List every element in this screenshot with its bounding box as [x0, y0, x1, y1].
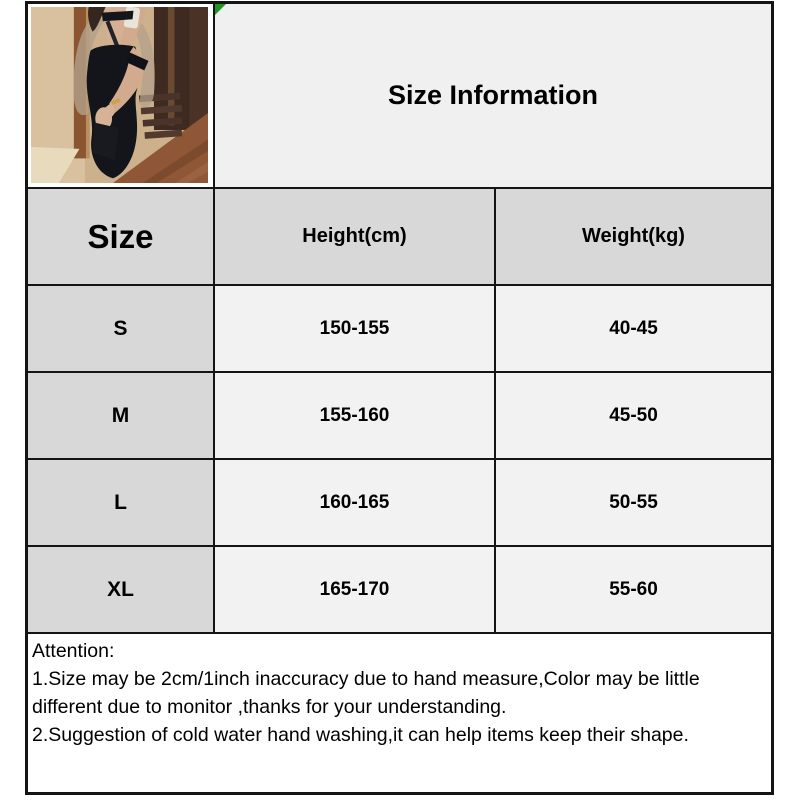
row-m-height: 155-160 — [215, 373, 496, 460]
attention-label: Attention: — [32, 640, 115, 662]
page-title: Size Information — [387, 80, 598, 110]
row-l-size: L — [28, 460, 215, 547]
row-m-weight: 45-50 — [496, 373, 771, 460]
green-corner-flag-icon — [215, 4, 226, 15]
row-s-weight: 40-45 — [496, 286, 771, 373]
attention-section — [28, 634, 771, 792]
attention-note-1: 1.Size may be 2cm/1inch inaccuracy due to hand measure,Color may be little different due to monitor ,thanks for your understanding. — [32, 668, 700, 718]
row-xl-height: 165-170 — [215, 547, 496, 634]
row-l-height: 160-165 — [215, 460, 496, 547]
title-cell — [215, 4, 771, 189]
header-height: Height(cm) — [215, 189, 496, 286]
row-l-weight: 50-55 — [496, 460, 771, 547]
product-photo-cell — [28, 4, 215, 189]
header-size: Size — [28, 189, 215, 286]
row-xl-weight: 55-60 — [496, 547, 771, 634]
row-s-size: S — [28, 286, 215, 373]
attention-note-2: 2.Suggestion of cold water hand washing,it can help items keep their shape. — [32, 724, 689, 746]
row-xl-size: XL — [28, 547, 215, 634]
header-weight: Weight(kg) — [496, 189, 771, 286]
row-m-size: M — [28, 373, 215, 460]
size-table — [25, 1, 774, 795]
product-photo — [31, 7, 208, 183]
row-s-height: 150-155 — [215, 286, 496, 373]
